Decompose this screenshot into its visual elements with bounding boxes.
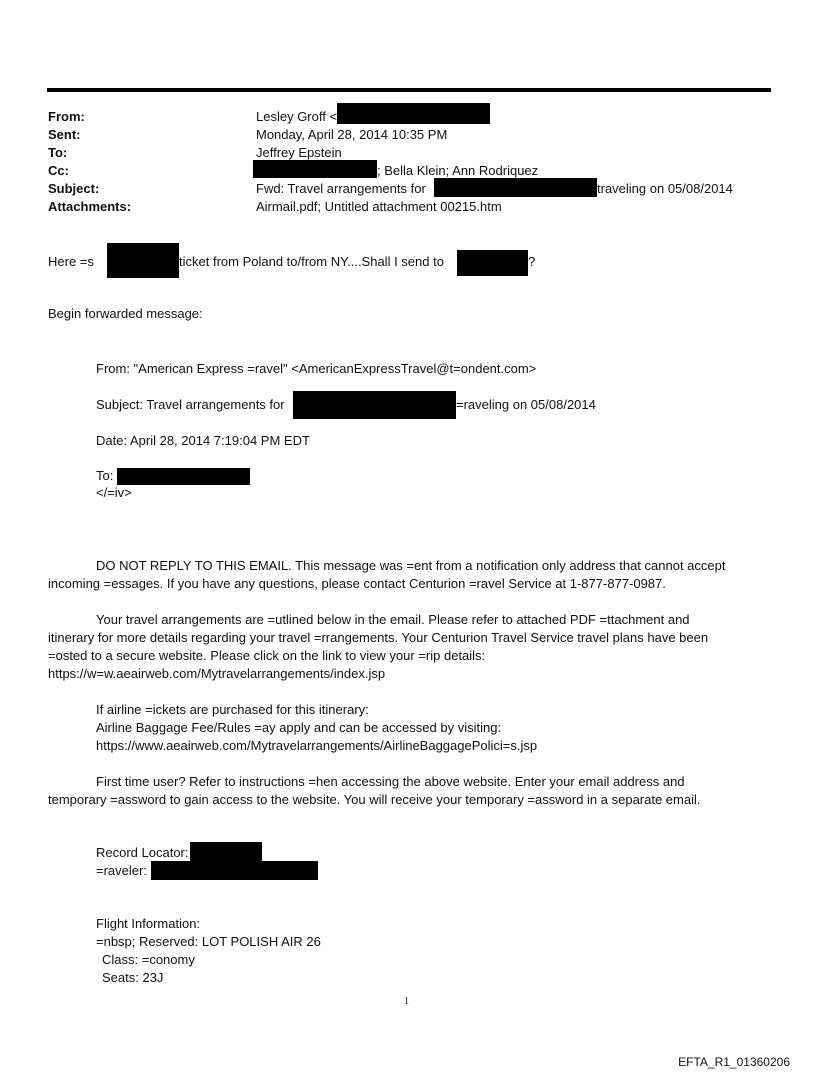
- redaction-intro-name: [107, 243, 179, 278]
- subject-label: Subject:: [48, 181, 100, 196]
- subject-tail: traveling on 05/08/2014: [597, 181, 733, 196]
- fwd-subject-tail: =raveling on 05/08/2014: [456, 397, 596, 412]
- redaction-intro-recipient: [457, 250, 528, 276]
- redaction-record-locator: [190, 842, 262, 862]
- redaction-traveler: [151, 861, 318, 880]
- body-p3-line2: Airline Baggage Fee/Rules =ay apply and can be accessed by visiting:: [96, 720, 502, 735]
- flight-seats: Seats: 23J: [102, 970, 164, 985]
- fwd-from: From: "American Express =ravel" <AmericanExpressTravel@t=ondent.com>: [96, 361, 537, 376]
- redaction-from-email: [337, 103, 490, 124]
- intro-line-start: Here =s: [48, 254, 94, 269]
- cc-value: ; Bella Klein; Ann Rodriquez: [377, 163, 539, 178]
- body-p3-link: https://www.aeairweb.com/Mytravelarrangements/AirlineBaggagePolici=s.jsp: [96, 738, 538, 753]
- flight-reserved: =nbsp; Reserved: LOT POLISH AIR 26: [96, 934, 321, 949]
- redaction-subject: [434, 178, 597, 197]
- fwd-to: To:: [96, 468, 114, 483]
- record-locator: Record Locator:: [96, 845, 189, 860]
- fwd-div: </=iv>: [96, 485, 132, 500]
- redaction-cc: [253, 160, 377, 178]
- body-p1-line2: incoming =essages. If you have any questions, please contact Centurion =ravel Service at 1-877-877-0987.: [48, 576, 666, 591]
- body-p2-link: https://w=w.aeairweb.com/Mytravelarrangements/index.jsp: [48, 666, 386, 681]
- traveler: =raveler:: [96, 863, 147, 878]
- attachments-label: Attachments:: [48, 199, 132, 214]
- body-p2-line3: =osted to a secure website. Please click on the link to view your =rip details:: [48, 648, 486, 663]
- begin-forwarded: Begin forwarded message:: [48, 306, 203, 321]
- body-p4-line2: temporary =assword to gain access to the website. You will receive your temporary =assword in a separate email.: [48, 792, 701, 807]
- document-id: EFTA_R1_01360206: [678, 1055, 790, 1069]
- header-rule: [47, 88, 771, 92]
- body-p2-line2: itinerary for more details regarding your travel =rrangements. Your Centurion Travel Service travel plans have been: [48, 630, 709, 645]
- redaction-fwd-subject: [293, 391, 456, 419]
- flight-class: Class: =conomy: [102, 952, 195, 967]
- to-value: Jeffrey Epstein: [256, 145, 342, 160]
- fwd-date: Date: April 28, 2014 7:19:04 PM EDT: [96, 433, 310, 448]
- body-p2-line1: Your travel arrangements are =utlined below in the email. Please refer to attached PDF =ttachment and: [96, 612, 690, 627]
- intro-line-end: ?: [528, 254, 536, 269]
- intro-line-mid: ticket from Poland to/from NY....Shall I send to: [179, 254, 444, 269]
- from-label: From:: [48, 109, 85, 124]
- page-number: 1: [404, 996, 409, 1007]
- body-p3-line1: If airline =ickets are purchased for this itinerary:: [96, 702, 369, 717]
- body-p1-line1: DO NOT REPLY TO THIS EMAIL. This message was =ent from a notification only address that cannot accept: [96, 558, 726, 573]
- sent-label: Sent:: [48, 127, 81, 142]
- fwd-subject: Subject: Travel arrangements for: [96, 397, 285, 412]
- from-value: Lesley Groff <: [256, 109, 338, 124]
- redaction-fwd-to: [117, 468, 250, 485]
- cc-label: Cc:: [48, 163, 69, 178]
- body-p4-line1: First time user? Refer to instructions =hen accessing the above website. Enter your email address and: [96, 774, 685, 789]
- subject-value: Fwd: Travel arrangements for: [256, 181, 426, 196]
- to-label: To:: [48, 145, 68, 160]
- flight-info: Flight Information:: [96, 916, 201, 931]
- sent-value: Monday, April 28, 2014 10:35 PM: [256, 127, 448, 142]
- attachments-value: Airmail.pdf; Untitled attachment 00215.htm: [256, 199, 502, 214]
